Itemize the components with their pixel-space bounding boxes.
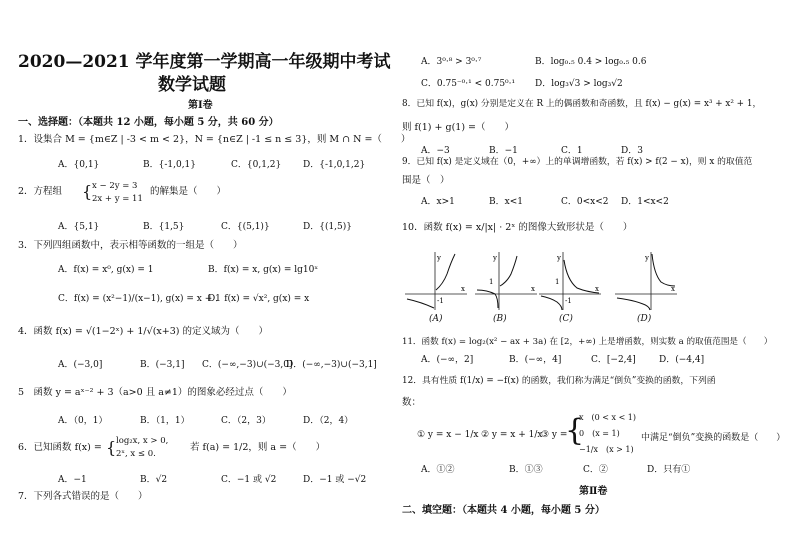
q10-graph-b (473, 250, 539, 312)
q9-option-b: B．x<1 (489, 197, 523, 207)
q3-option-d: D．f(x) = √x², g(x) = x (208, 294, 310, 304)
section2-heading: 二、填空题：（本题共 4 小题，每小题 5 分） (402, 505, 605, 516)
q6-stem: 6．已知函数 f(x) = (18, 442, 102, 453)
q1-stem: 1．设集合 M = {m∈Z | -3 < m < 2}，N = {n∈Z | -1 ≤ n ≤ 3}，则 M ∩ N =（ ） (18, 134, 411, 145)
q4-option-b: B．(−3,1] (140, 360, 185, 370)
svg-text:y: y (437, 254, 441, 262)
q12-option-b: B．①③ (509, 465, 543, 475)
q9-stem2: 围是（ ） (402, 175, 450, 186)
q10-label-b: (B) (493, 314, 507, 324)
q11-option-a: A．(−∞，2] (421, 355, 474, 365)
q6-piece2: 2ˣ, x ≤ 0. (116, 449, 156, 459)
q6-brace: { (106, 438, 117, 457)
q2-eq2: 2x + y = 11 (92, 194, 143, 204)
q11-option-c: C．[−2,4] (591, 355, 636, 365)
q12-option-c: C．② (583, 465, 608, 475)
q8-option-a: A．−3 (421, 146, 450, 156)
q4-option-d: D．(−∞,−3)∪(−3,1] (286, 360, 377, 370)
q12-case-1: x (0 < x < 1) (579, 413, 637, 422)
q2-eq1: x − 2y = 3 (92, 181, 138, 191)
q12-case-3: −1/x (x > 1) (579, 445, 634, 454)
q7-option-b: B．log₀.₅ 0.4 > log₀.₅ 0.6 (535, 57, 647, 67)
q10-label-c: (C) (559, 314, 573, 324)
q11-option-d: D．(−4,4] (659, 355, 705, 365)
q5-option-c: C．（2，3） (221, 416, 271, 426)
q10-graph-a (403, 250, 469, 312)
svg-text:x: x (461, 285, 465, 293)
q12-func-3: ③ y = (541, 430, 568, 440)
q6-option-b: B．√2 (140, 475, 168, 485)
q1-option-b: B．{-1,0,1} (143, 160, 197, 170)
q10-stem: 10．函数 f(x) = x/|x| · 2ˣ 的图像大致形状是（ ） (402, 222, 633, 233)
q12-func-1: ① y = x − 1/x (417, 430, 479, 440)
q12-stem: 12．具有性质 f(1/x) = −f(x) 的函数，我们称为满足“倒负”变换的函数，下列函 (402, 376, 716, 386)
q6-tail: 若 f(a) = 1/2，则 a =（ ） (190, 442, 326, 453)
q11-option-b: B．(−∞，4] (509, 355, 562, 365)
q3-option-a: A．f(x) = x⁰, g(x) = 1 (58, 265, 154, 275)
q8-stem: 8．已知 f(x)，g(x) 分别是定义在 R 上的偶函数和奇函数，且 f(x) − g(x) = x³ + x² + 1， (402, 99, 762, 109)
q4-option-a: A．(−3,0] (58, 360, 103, 370)
q8-option-c: C．1 (561, 146, 583, 156)
q1-option-c: C．{0,1,2} (231, 160, 282, 170)
q2-stem: 2．方程组 (18, 186, 63, 197)
exam-title: 2020—2021 学年度第一学期高一年级期中考试 (18, 52, 391, 72)
q3-option-c: C．f(x) = (x²−1)/(x−1), g(x) = x + 1 (58, 294, 221, 304)
q12-func-2: ② y = x + 1/x (481, 430, 543, 440)
q12-case-2: 0 (x = 1) (579, 429, 620, 438)
q2-option-c: C．{(5,1)} (221, 222, 270, 232)
q11-stem: 11．函数 f(x) = log₂(x² − ax + 3a) 在 [2，+∞) 上是增函数，则实数 a 的取值范围是（ ） (402, 337, 773, 347)
q3-option-b: B．f(x) = x, g(x) = lg10ˣ (208, 265, 319, 275)
q10-graph-d (613, 250, 679, 312)
q8-stem2: 则 f(1) + g(1) =（ ） (402, 122, 515, 133)
q12-tail: 中满足“倒负”变换的函数是（ ） (641, 433, 786, 443)
svg-text:-1: -1 (565, 297, 572, 305)
q9-stem: 9．已知 f(x) 是定义域在（0，+∞）上的单调增函数，若 f(x) > f(2 − x)，则 x 的取值范 (402, 157, 753, 167)
q2-brace: { (82, 182, 93, 201)
q7-stem: 7．下列各式错误的是（ ） (18, 491, 148, 502)
q12-stem2: 数： (402, 397, 422, 408)
q9-option-d: D．1<x<2 (621, 197, 669, 207)
q7-option-c: C．0.75⁻⁰·¹ < 0.75⁰·¹ (421, 79, 516, 89)
q1-option-d: D．{-1,0,1,2} (303, 160, 366, 170)
q12-option-a: A．①② (421, 465, 455, 475)
svg-text:x: x (671, 285, 675, 293)
svg-text:y: y (493, 254, 497, 262)
svg-text:-1: -1 (437, 297, 444, 305)
q6-option-d: D．−1 或 −√2 (303, 475, 367, 485)
q10-label-d: (D) (637, 314, 652, 324)
q9-option-c: C．0<x<2 (561, 197, 609, 207)
q7-option-d: D．log₃√3 > log₃√2 (535, 79, 623, 89)
q6-option-a: A．−1 (58, 475, 87, 485)
q2-option-a: A．{5,1} (58, 222, 100, 232)
q6-option-c: C．−1 或 √2 (221, 475, 277, 485)
exam-subtitle: 数学试题 (158, 75, 226, 95)
svg-text:1: 1 (555, 278, 560, 286)
q4-option-c: C．(−∞,−3)∪(−3,0] (202, 360, 293, 370)
q10-label-a: (A) (429, 314, 443, 324)
q2-tail: 的解集是（ ） (150, 186, 227, 197)
q5-option-a: A．（0，1） (58, 416, 108, 426)
q5-option-b: B．（1，1） (140, 416, 190, 426)
svg-text:x: x (531, 285, 535, 293)
svg-text:1: 1 (489, 278, 494, 286)
q12-option-d: D．只有① (647, 465, 691, 475)
q6-piece1: log₂x, x > 0, (116, 436, 169, 446)
q5-option-d: D．（2，4） (303, 416, 354, 426)
q8-option-d: D．3 (621, 146, 643, 156)
part2-heading: 第Ⅱ卷 (579, 486, 608, 497)
svg-text:x: x (595, 285, 599, 293)
q7-option-a: A．3⁰·⁸ > 3⁰·⁷ (421, 57, 482, 67)
q1-option-a: A．{0,1} (58, 160, 100, 170)
q9-option-a: A．x>1 (421, 197, 455, 207)
q4-stem: 4．函数 f(x) = √(1−2ˣ) + 1/√(x+3) 的定义域为（ ） (18, 326, 268, 337)
svg-text:y: y (557, 254, 561, 262)
part1-heading: 第Ⅰ卷 (188, 100, 213, 111)
q2-option-d: D．{(1,5)} (303, 222, 353, 232)
q2-option-b: B．{1,5} (143, 222, 185, 232)
svg-text:y: y (645, 254, 649, 262)
q5-stem: 5 函数 y = aˣ⁻² + 3（a>0 且 a≠1）的图象必经过点（ ） (18, 387, 292, 398)
q12-brace: { (565, 413, 585, 448)
section1-heading: 一、选择题：（本题共 12 小题，每小题 5 分，共 60 分） (18, 117, 279, 128)
q3-stem: 3．下列四组函数中，表示相等函数的一组是（ ） (18, 240, 243, 251)
q10-graph-c (537, 250, 603, 312)
q8-option-b: B．−1 (489, 146, 518, 156)
